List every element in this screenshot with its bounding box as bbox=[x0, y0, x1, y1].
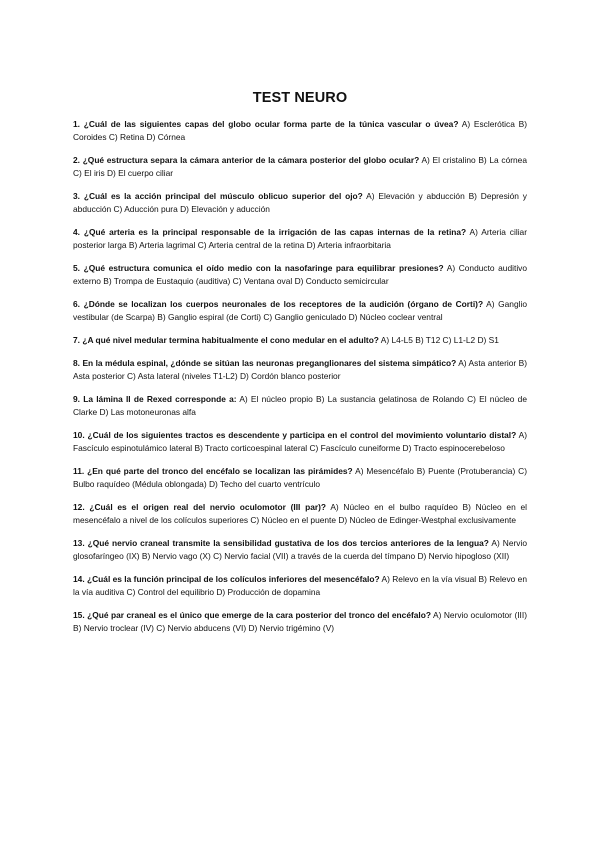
question-number: 8. bbox=[73, 358, 80, 368]
question-item bbox=[73, 429, 527, 455]
question-stem: En la médula espinal, ¿dónde se sitúan las neuronas preganglionares del sistema simpático? bbox=[82, 358, 457, 368]
question-options: A) L4-L5 B) T12 C) L1-L2 D) S1 bbox=[380, 335, 499, 345]
question-options: A) Conducto auditivo externo B) Trompa de Eustaquio (auditiva) C) Ventana oval D) Conducto semicircular bbox=[73, 263, 528, 286]
question-item bbox=[73, 334, 527, 347]
question-item bbox=[73, 226, 527, 252]
document-page bbox=[73, 90, 527, 645]
question-number: 14. bbox=[73, 574, 85, 584]
question-options: A) Asta anterior B) Asta posterior C) Asta lateral (niveles T1-L2) D) Cordón blanco posterior bbox=[73, 358, 527, 381]
question-item bbox=[73, 190, 527, 216]
question-item bbox=[73, 262, 527, 288]
question-stem: ¿Qué par craneal es el único que emerge de la cara posterior del tronco del encéfalo? bbox=[87, 610, 431, 620]
question-stem: ¿Qué arteria es la principal responsable de la irrigación de las capas internas de la retina? bbox=[83, 227, 467, 237]
question-stem: ¿A qué nivel medular termina habitualmente el cono medular en el adulto? bbox=[82, 335, 379, 345]
question-item bbox=[73, 501, 527, 527]
question-options: A) Ganglio vestibular (de Scarpa) B) Ganglio espiral (de Corti) C) Ganglio geniculado D) Núcleo coclear ventral bbox=[73, 299, 527, 322]
question-stem: ¿En qué parte del tronco del encéfalo se localizan las pirámides? bbox=[87, 466, 353, 476]
question-stem: ¿Cuál de los siguientes tractos es descendente y participa en el control del movimiento voluntario distal? bbox=[87, 430, 517, 440]
question-options: A) Nervio oculomotor (III) B) Nervio troclear (IV) C) Nervio abducens (VI) D) Nervio trigémino (V) bbox=[73, 610, 528, 633]
question-stem: ¿Qué estructura separa la cámara anterior de la cámara posterior del globo ocular? bbox=[82, 155, 420, 165]
question-number: 9. bbox=[73, 394, 80, 404]
question-stem: ¿Cuál es la acción principal del músculo oblicuo superior del ojo? bbox=[83, 191, 363, 201]
question-number: 13. bbox=[73, 538, 85, 548]
question-stem: ¿Qué nervio craneal transmite la sensibilidad gustativa de los dos tercios anteriores de la lengua? bbox=[87, 538, 489, 548]
question-item bbox=[73, 154, 527, 180]
question-number: 3. bbox=[73, 191, 80, 201]
question-options: A) El núcleo propio B) La sustancia gelatinosa de Rolando C) El núcleo de Clarke D) Las motoneuronas alfa bbox=[73, 394, 527, 417]
question-number: 4. bbox=[73, 227, 80, 237]
question-list bbox=[73, 118, 527, 635]
question-item bbox=[73, 298, 527, 324]
question-options: A) Fascículo espinotulámico lateral B) Tracto corticoespinal lateral C) Fascículo cuneiforme D) Tracto espinocerebeloso bbox=[73, 430, 527, 453]
question-options: A) Núcleo en el bulbo raquídeo B) Núcleo en el mesencéfalo a nivel de los colículos superiores C) Núcleo en el puente D) Núcleo de Edinger-Westphal exclusivamente bbox=[73, 502, 528, 525]
question-number: 10. bbox=[73, 430, 85, 440]
question-item bbox=[73, 573, 527, 599]
question-options: A) Mesencéfalo B) Puente (Protuberancia) C) Bulbo raquídeo (Médula oblongada) D) Techo del cuarto ventrículo bbox=[73, 466, 527, 489]
question-options: A) Esclerótica B) Coroides C) Retina D) Córnea bbox=[73, 119, 527, 142]
question-stem: La lámina II de Rexed corresponde a: bbox=[83, 394, 237, 404]
question-item bbox=[73, 537, 527, 563]
question-number: 6. bbox=[73, 299, 80, 309]
question-options: A) Elevación y abducción B) Depresión y abducción C) Aducción pura D) Elevación y aducción bbox=[73, 191, 527, 214]
question-options: A) El cristalino B) La córnea C) El iris D) El cuerpo ciliar bbox=[73, 155, 527, 178]
question-number: 15. bbox=[73, 610, 85, 620]
question-item bbox=[73, 393, 527, 419]
question-stem: ¿Dónde se localizan los cuerpos neuronales de los receptores de la audición (órgano de Corti)? bbox=[83, 299, 484, 309]
document-title: TEST NEURO bbox=[252, 90, 348, 106]
question-item bbox=[73, 357, 527, 383]
question-number: 2. bbox=[73, 155, 80, 165]
question-stem: ¿Qué estructura comunica el oído medio con la nasofaringe para equilibrar presiones? bbox=[83, 263, 444, 273]
question-item bbox=[73, 609, 527, 635]
question-number: 5. bbox=[73, 263, 80, 273]
question-options: A) Arteria ciliar posterior larga B) Arteria lagrimal C) Arteria central de la retina D) Arteria infraorbitaria bbox=[73, 227, 527, 250]
question-number: 7. bbox=[73, 335, 80, 345]
question-options: A) Relevo en la vía visual B) Relevo en la vía auditiva C) Control del equilibrio D) Producción de dopamina bbox=[73, 574, 527, 597]
question-number: 11. bbox=[73, 466, 85, 476]
question-number: 12. bbox=[73, 502, 85, 512]
question-stem: ¿Cuál es la función principal de los colículos inferiores del mesencéfalo? bbox=[87, 574, 380, 584]
question-options: A) Nervio glosofaríngeo (IX) B) Nervio vago (X) C) Nervio facial (VII) a través de la cuerda del tímpano D) Nervio hipogloso (XII) bbox=[73, 538, 527, 561]
question-number: 1. bbox=[73, 119, 80, 129]
question-stem: ¿Cuál de las siguientes capas del globo ocular forma parte de la túnica vascular o úvea? bbox=[83, 119, 459, 129]
question-item bbox=[73, 118, 527, 144]
question-item bbox=[73, 465, 527, 491]
question-stem: ¿Cuál es el origen real del nervio oculomotor (III par)? bbox=[89, 502, 327, 512]
